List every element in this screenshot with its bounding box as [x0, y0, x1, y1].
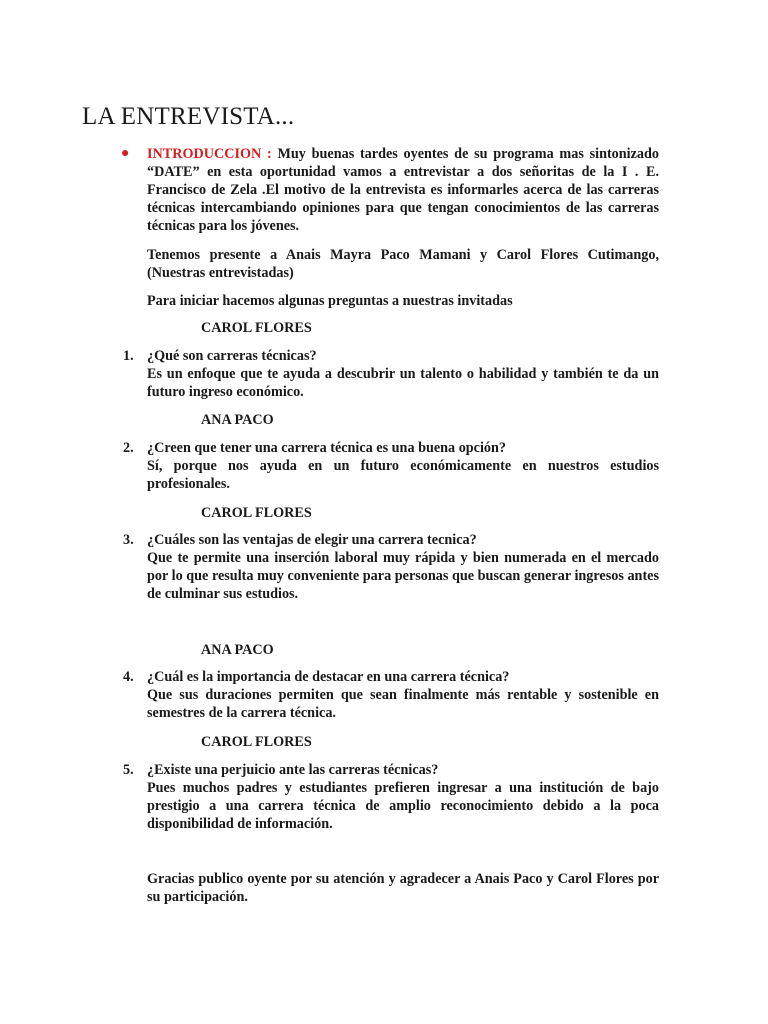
qa-item	[147, 531, 659, 603]
question-number: 2.	[123, 440, 134, 456]
question-text: ¿Cuál es la importancia de destacar en una carrera técnica?	[147, 669, 510, 685]
speaker-label: CAROL FLORES	[201, 320, 312, 336]
bullet-icon: ●	[121, 146, 130, 161]
page-title: LA ENTREVISTA...	[82, 102, 295, 130]
question-number: 1.	[123, 348, 134, 364]
intro-label: INTRODUCCION :	[147, 146, 272, 162]
intro-text: Muy buenas tardes oyentes de su programa mas sintonizado “DATE” en esta oportunidad vamos a entrevistar a dos señoritas de la I . E. Francisco de Zela .El motivo de la entrevista es informarles acerca de las carreras técnicas intercambiando opiniones para que tengan conocimientos de las carreras técnicas para los jóvenes.	[147, 146, 659, 234]
qa-item	[147, 668, 659, 722]
question-text: ¿Existe una perjuicio ante las carreras técnicas?	[147, 762, 439, 778]
answer-text: Que sus duraciones permiten que sean finalmente más rentable y sostenible en semestres de la carrera técnica.	[147, 687, 659, 721]
answer-text: Pues muchos padres y estudiantes prefieren ingresar a una institución de bajo prestigio a una carrera técnica de amplio reconocimiento debido a la poca disponibilidad de información.	[147, 780, 659, 832]
answer-text: Que te permite una inserción laboral muy rápida y bien numerada en el mercado por lo que resulta muy conveniente para personas que buscan generar ingresos antes de culminar sus estudios.	[147, 550, 659, 602]
question-number: 5.	[123, 762, 134, 778]
speaker-label: CAROL FLORES	[201, 505, 312, 521]
question-number: 3.	[123, 532, 134, 548]
question-number: 4.	[123, 669, 134, 685]
question-text: ¿Cuáles son las ventajas de elegir una carrera tecnica?	[147, 532, 477, 548]
answer-text: Es un enfoque que te ayuda a descubrir un talento o habilidad y también te da un futuro ingreso económico.	[147, 366, 659, 400]
presenting-paragraph: Tenemos presente a Anais Mayra Paco Mamani y Carol Flores Cutimango, (Nuestras entrevistadas)	[147, 247, 659, 281]
qa-item	[147, 347, 659, 401]
answer-text: Sí, porque nos ayuda en un futuro económicamente en nuestros estudios profesionales.	[147, 458, 659, 492]
closing-paragraph: Gracias publico oyente por su atención y agradecer a Anais Paco y Carol Flores por su participación.	[147, 871, 659, 905]
speaker-label: CAROL FLORES	[201, 734, 312, 750]
speaker-label: ANA PACO	[201, 642, 274, 658]
question-text: ¿Creen que tener una carrera técnica es una buena opción?	[147, 440, 507, 456]
qa-item	[147, 761, 659, 833]
intro-paragraph	[147, 145, 659, 235]
qa-item	[147, 439, 659, 493]
question-text: ¿Qué son carreras técnicas?	[147, 348, 317, 364]
speaker-label: ANA PACO	[201, 412, 274, 428]
start-paragraph: Para iniciar hacemos algunas preguntas a nuestras invitadas	[147, 293, 513, 309]
